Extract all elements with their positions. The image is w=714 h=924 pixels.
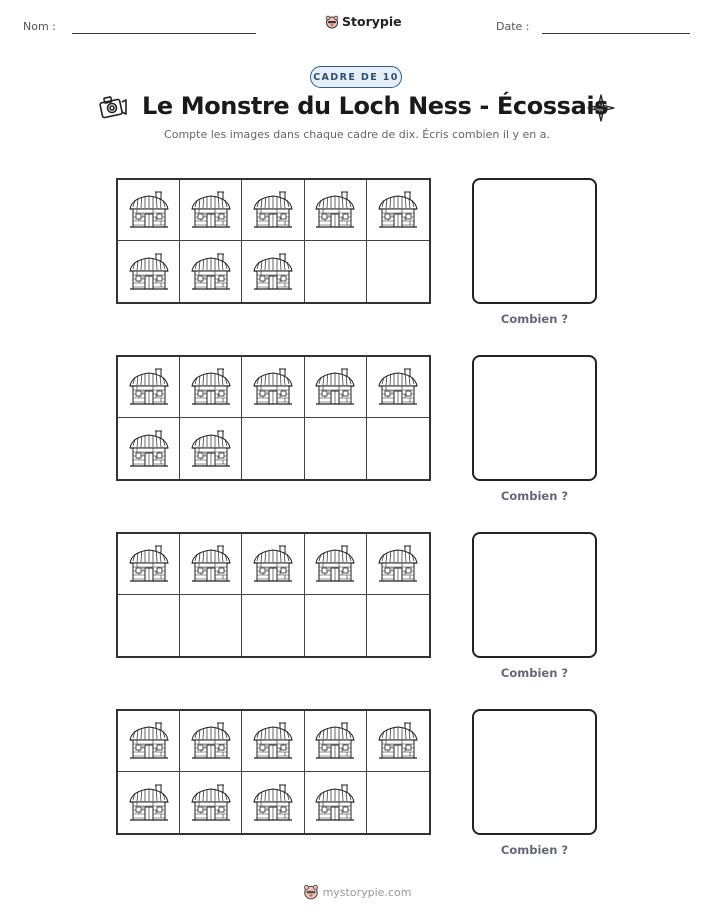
stone-cottage-icon — [250, 544, 296, 584]
ten-frame-cell — [367, 772, 429, 833]
ten-frame-cell — [367, 711, 429, 772]
answer-label: Combien ? — [500, 666, 569, 680]
ten-frame — [116, 709, 431, 835]
ten-frame-cell — [367, 357, 429, 418]
stone-cottage-icon — [188, 252, 234, 292]
stone-cottage-icon — [126, 252, 172, 292]
footer — [0, 884, 714, 900]
stone-cottage-icon — [375, 721, 421, 761]
stone-cottage-icon — [126, 721, 172, 761]
stone-cottage-icon — [126, 429, 172, 469]
ten-frame-cell — [305, 534, 367, 595]
ten-frame-cell — [242, 534, 304, 595]
ten-frame-cell — [242, 241, 304, 302]
ten-frame-cell — [367, 180, 429, 241]
brand-name: Storypie — [342, 14, 402, 29]
answer-box[interactable] — [472, 709, 597, 835]
answer-label: Combien ? — [500, 843, 569, 857]
ten-frame-cell — [180, 241, 242, 302]
stone-cottage-icon — [126, 190, 172, 230]
storypie-mascot-icon — [303, 884, 319, 900]
worksheet-header — [0, 14, 714, 38]
ten-frame-cell — [305, 241, 367, 302]
brand-logo — [325, 14, 402, 29]
stone-cottage-icon — [126, 783, 172, 823]
ten-frame-cell — [180, 357, 242, 418]
date-label: Date : — [496, 20, 530, 33]
ten-frame-cell — [305, 595, 367, 656]
ten-frame-cell — [180, 418, 242, 479]
camera-icon — [98, 92, 128, 122]
ten-frame-cell — [367, 418, 429, 479]
ten-frame-cell — [242, 595, 304, 656]
ten-frame-cell — [242, 180, 304, 241]
ten-frame-cell — [180, 772, 242, 833]
ten-frame-cell — [118, 241, 180, 302]
stone-cottage-icon — [312, 544, 358, 584]
ten-frame-cell — [305, 357, 367, 418]
answer-label: Combien ? — [500, 312, 569, 326]
stone-cottage-icon — [375, 544, 421, 584]
ten-frame-cell — [367, 241, 429, 302]
ten-frame-cell — [180, 180, 242, 241]
stone-cottage-icon — [312, 190, 358, 230]
ten-frame-cell — [118, 357, 180, 418]
stone-cottage-icon — [250, 721, 296, 761]
stone-cottage-icon — [188, 783, 234, 823]
ten-frame-cell — [242, 772, 304, 833]
answer-label: Combien ? — [500, 489, 569, 503]
ten-frame-cell — [118, 772, 180, 833]
sparkle-icon — [586, 93, 616, 123]
ten-frame-cell — [367, 595, 429, 656]
stone-cottage-icon — [375, 367, 421, 407]
footer-url: mystorypie.com — [322, 885, 412, 899]
stone-cottage-icon — [188, 429, 234, 469]
ten-frame-cell — [118, 418, 180, 479]
worksheet-type-badge: CADRE DE 10 — [310, 66, 402, 88]
stone-cottage-icon — [126, 367, 172, 407]
answer-box[interactable] — [472, 178, 597, 304]
stone-cottage-icon — [312, 367, 358, 407]
stone-cottage-icon — [250, 252, 296, 292]
answer-box[interactable] — [472, 355, 597, 481]
ten-frame-cell — [242, 711, 304, 772]
ten-frame-cell — [118, 595, 180, 656]
ten-frame-cell — [305, 711, 367, 772]
stone-cottage-icon — [250, 367, 296, 407]
ten-frame-cell — [118, 534, 180, 595]
ten-frame — [116, 532, 431, 658]
date-line[interactable] — [542, 33, 690, 34]
stone-cottage-icon — [188, 721, 234, 761]
ten-frame-cell — [242, 357, 304, 418]
stone-cottage-icon — [188, 544, 234, 584]
ten-frame-cell — [180, 711, 242, 772]
stone-cottage-icon — [375, 190, 421, 230]
ten-frame — [116, 178, 431, 304]
stone-cottage-icon — [188, 190, 234, 230]
stone-cottage-icon — [312, 783, 358, 823]
ten-frame-cell — [305, 418, 367, 479]
ten-frame-cell — [242, 418, 304, 479]
ten-frame-cell — [305, 772, 367, 833]
title-row — [0, 92, 714, 126]
ten-frame-cell — [118, 711, 180, 772]
name-label: Nom : — [23, 20, 56, 33]
ten-frame-cell — [118, 180, 180, 241]
stone-cottage-icon — [312, 721, 358, 761]
stone-cottage-icon — [126, 544, 172, 584]
name-line[interactable] — [72, 33, 256, 34]
instructions: Compte les images dans chaque cadre de dix. Écris combien il y en a. — [164, 128, 550, 141]
storypie-mascot-icon — [325, 15, 339, 29]
stone-cottage-icon — [188, 367, 234, 407]
stone-cottage-icon — [250, 783, 296, 823]
ten-frame — [116, 355, 431, 481]
stone-cottage-icon — [250, 190, 296, 230]
answer-box[interactable] — [472, 532, 597, 658]
ten-frame-cell — [180, 534, 242, 595]
ten-frame-cell — [180, 595, 242, 656]
page-title: Le Monstre du Loch Ness - Écossais — [142, 92, 609, 120]
ten-frame-cell — [305, 180, 367, 241]
ten-frame-cell — [367, 534, 429, 595]
